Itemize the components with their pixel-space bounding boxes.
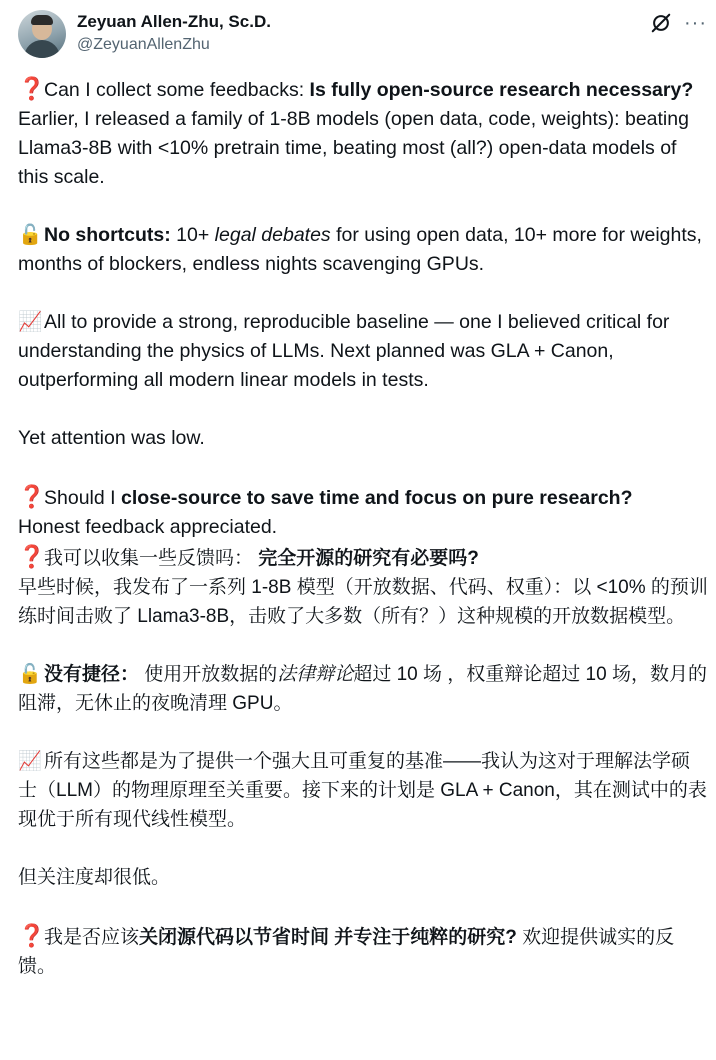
paragraph-should-i: ❓Should I close-source to save time and focus on pure research? [18,484,633,509]
paragraph-honest: Honest feedback appreciated. [18,516,278,538]
chart-increasing-icon: 📈 [18,751,42,772]
avatar[interactable] [18,10,66,58]
question-icon: ❓ [18,544,46,569]
question-icon: ❓ [18,484,46,509]
paragraph-question: ❓Can I collect some feedbacks: Is fully open-source research necessary? [18,76,694,101]
paragraph-earlier: Earlier, I released a family of 1-8B models (open data, code, weights): beating Llama3-8B with <10% pretrain time, beating most (all?) open-data models of this scale. [18,108,689,188]
author-name[interactable]: Zeyuan Allen-Zhu, Sc.D. [77,12,271,31]
chart-increasing-icon: 📈 [18,311,43,333]
zh-paragraph-question: ❓我可以收集一些反馈吗： 完全开源的研究有必要吗? [18,544,479,569]
tweet-text [18,74,708,981]
paragraph-attention: Yet attention was low. [18,427,205,449]
tweet-header [18,8,708,60]
zh-paragraph-earlier: 早些时候，我发布了一系列 1-8B 模型（开放数据、代码、权重）：以 <10% 的预训练时间击败了 Llama3-8B，击败了大多数（所有？）这种规模的开放数据模型。 [18,577,708,627]
translation-zh [18,542,708,981]
zh-paragraph-no-shortcuts: 🔓 没有捷径： 使用开放数据的法律辩论超过 10 场 ，权重辩论超过 10 场，数月的阻滞，无休止的夜晚清理 GPU。 [18,660,708,718]
more-options-icon[interactable]: ··· [684,12,707,34]
paragraph-no-shortcuts: 🔓No shortcuts: 10+ legal debates for using open data, 10+ more for weights, months of blockers, endless nights scavenging GPUs. [18,221,708,279]
zh-paragraph-should-i: ❓我是否应该关闭源代码以节省时间 并专注于纯粹的研究? 欢迎提供诚实的反馈。 [18,923,675,977]
author-handle[interactable]: @ZeyuanAllenZhu [77,36,210,53]
paragraph-baseline: 📈All to provide a strong, reproducible baseline — one I believed critical for understanding the physics of LLMs. Next planned was GLA + Canon, outperforming all modern linear models in tests. [18,308,708,395]
zh-paragraph-attention: 但关注度却很低。 [18,867,171,888]
question-icon: ❓ [18,923,46,948]
zh-paragraph-baseline: 📈 所有这些都是为了提供一个强大且可重复的基准——我认为这对于理解法学硕士（LLM）的物理原理至关重要。接下来的计划是 GLA + Canon，其在测试中的表现优于所有现代线性模型。 [18,747,708,834]
grok-icon[interactable] [650,12,672,34]
lock-icon: 🔓 [18,224,43,246]
question-icon: ❓ [18,76,46,101]
lock-icon: 🔓 [18,664,42,685]
